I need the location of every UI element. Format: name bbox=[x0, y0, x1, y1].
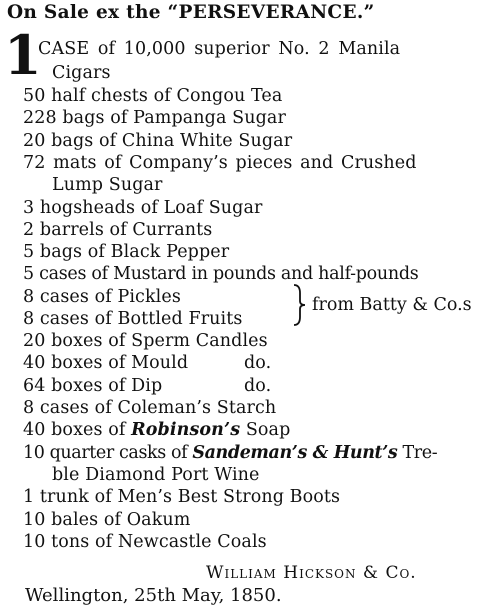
item-port-post: Tre- bbox=[397, 443, 438, 463]
item-soap bbox=[23, 419, 290, 441]
intro-line: CASE of 10,000 superior No. 2 Manila bbox=[38, 39, 401, 59]
item-port-wine-cont: ble Diamond Port Wine bbox=[52, 465, 260, 485]
item-currants: 2 barrels of Currants bbox=[23, 220, 213, 240]
item-soap-brand: Robinson’s bbox=[131, 420, 241, 440]
item-china-white: 20 bags of China White Sugar bbox=[23, 131, 293, 151]
item-port-wine bbox=[23, 442, 437, 464]
item-pampanga: 228 bags of Pampanga Sugar bbox=[23, 108, 286, 128]
item-company-sugar-cont: Lump Sugar bbox=[52, 175, 163, 195]
item-soap-post: Soap bbox=[240, 420, 291, 440]
item-bottled-fruits: 8 cases of Bottled Fruits bbox=[23, 309, 243, 329]
item-coals: 10 tons of Newcastle Coals bbox=[23, 532, 267, 552]
item-starch: 8 cases of Coleman’s Starch bbox=[23, 398, 277, 418]
item-port-pre: 10 quarter casks of bbox=[23, 443, 193, 463]
dropcap-numeral: 1 bbox=[4, 23, 42, 87]
item-company-sugar: 72 mats of Company’s pieces and Crushed bbox=[23, 153, 417, 173]
merchant-signature: William Hickson & Co. bbox=[206, 563, 417, 583]
item-oakum: 10 bales of Oakum bbox=[23, 510, 191, 530]
item-pepper: 5 bags of Black Pepper bbox=[23, 242, 230, 262]
item-congou: 50 half chests of Congou Tea bbox=[23, 86, 283, 106]
item-soap-pre: 40 boxes of bbox=[23, 420, 132, 440]
brace-note: from Batty & Co.s bbox=[312, 295, 472, 315]
item-mould: 40 boxes of Mould bbox=[23, 353, 189, 373]
intro-continuation: Cigars bbox=[52, 63, 111, 83]
item-port-brand: Sandeman’s & Hunt’s bbox=[192, 443, 398, 463]
item-mustard: 5 cases of Mustard in pounds and half-pounds bbox=[23, 264, 419, 284]
brace-mark bbox=[292, 283, 306, 327]
advert-heading: On Sale ex the “PERSEVERANCE.” bbox=[7, 2, 375, 23]
item-loaf-sugar: 3 hogsheads of Loaf Sugar bbox=[23, 198, 263, 218]
item-pickles: 8 cases of Pickles bbox=[23, 287, 181, 307]
item-sperm-candles: 20 boxes of Sperm Candles bbox=[23, 331, 268, 351]
item-boots: 1 trunk of Men’s Best Strong Boots bbox=[23, 487, 341, 507]
dateline: Wellington, 25th May, 1850. bbox=[25, 585, 282, 606]
item-mould-ditto: do. bbox=[244, 353, 272, 373]
item-dip: 64 boxes of Dip bbox=[23, 376, 163, 396]
item-dip-ditto: do. bbox=[244, 376, 272, 396]
